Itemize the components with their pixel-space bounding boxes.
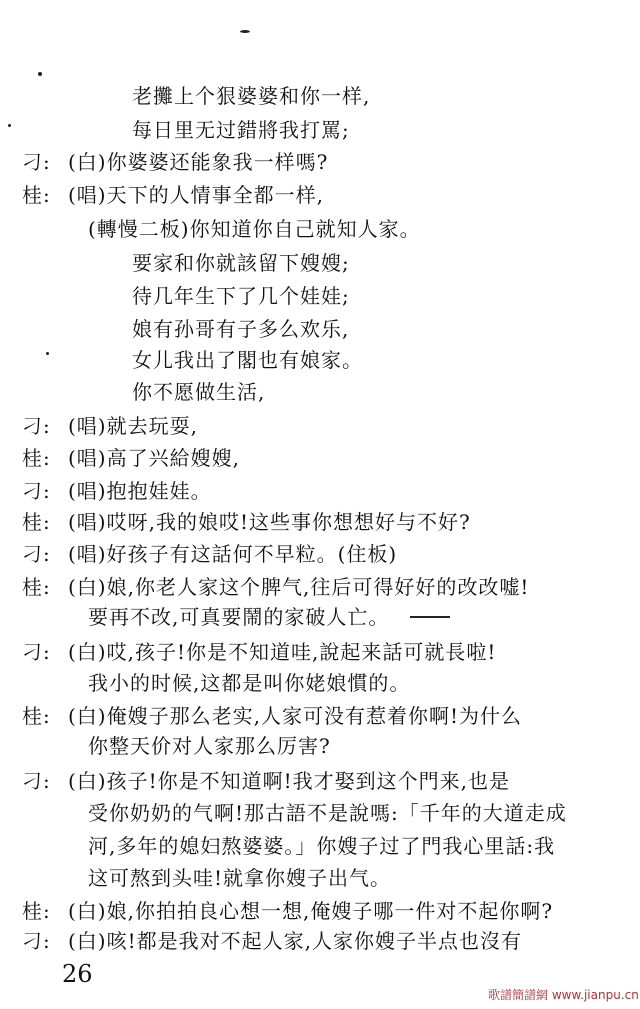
line-text: 娘有孙哥有子多么欢乐, — [132, 317, 350, 341]
scan-speck — [410, 616, 450, 618]
speaker-label: 桂: — [22, 510, 51, 534]
line-text: 待几年生下了几个娃娃; — [132, 284, 350, 308]
line-text: (唱)哎呀,我的娘哎!这些事你想想好与不好? — [68, 510, 471, 534]
line-text: 老攤上个狠婆婆和你一样, — [132, 84, 371, 108]
speaker-label: 桂: — [22, 183, 51, 207]
line-text: 你整天价对人家那么厉害? — [88, 734, 331, 758]
line-text: 河,多年的媳妇熬婆婆。」你嫂子过了門我心里話:我 — [88, 834, 556, 858]
line-text: (白)娘,你拍拍良心想一想,俺嫂子哪一件对不起你啊? — [68, 899, 554, 923]
speaker-label: 桂: — [22, 899, 51, 923]
scan-speck — [8, 124, 11, 127]
scan-speck — [46, 352, 49, 355]
scan-speck — [240, 30, 250, 33]
line-text: 要再不改,可真要鬧的家破人亡。 — [88, 605, 390, 629]
line-text: (轉慢二板)你知道你自己就知人家。 — [88, 217, 421, 241]
line-text: 受你奶奶的气啊!那古語不是說嗎:「千年的大道走成 — [88, 801, 567, 825]
line-text: 要家和你就該留下嫂嫂; — [132, 251, 350, 275]
speaker-label: 刁: — [22, 640, 51, 664]
line-text: 我小的时候,这都是叫你姥娘慣的。 — [88, 671, 411, 695]
speaker-label: 刁: — [22, 414, 51, 438]
line-text: (白)俺嫂子那么老实,人家可没有惹着你啊!为什么 — [68, 704, 522, 728]
line-text: (白)咳!都是我对不起人家,人家你嫂子半点也沒有 — [68, 929, 522, 953]
speaker-label: 桂: — [22, 704, 51, 728]
speaker-label: 刁: — [22, 479, 51, 503]
line-text: 女儿我出了閣也有娘家。 — [132, 348, 363, 372]
line-text: 每日里无过錯將我打罵; — [132, 118, 350, 142]
line-text: 这可熬到头哇!就拿你嫂子出气。 — [88, 866, 392, 890]
line-text: (唱)高了兴給嫂嫂, — [68, 446, 240, 470]
line-text: (唱)天下的人情事全都一样, — [68, 183, 324, 207]
scan-speck — [38, 72, 42, 76]
speaker-label: 桂: — [22, 446, 51, 470]
watermark: 歌譜簡譜網 www.jianpu.cn — [488, 988, 639, 1002]
line-text: (唱)抱抱娃娃。 — [68, 479, 212, 503]
speaker-label: 刁: — [22, 542, 51, 566]
line-text: (白)你婆婆还能象我一样嗎? — [68, 150, 329, 174]
page-number: 26 — [62, 960, 93, 988]
line-text: (唱)就去玩耍, — [68, 414, 198, 438]
line-text: (白)孩子!你是不知道啊!我才娶到这个門来,也是 — [68, 769, 511, 793]
speaker-label: 桂: — [22, 575, 51, 599]
line-text: 你不愿做生活, — [132, 380, 266, 404]
line-text: (唱)好孩子有这話何不早粒。(住板) — [68, 542, 398, 566]
speaker-label: 刁: — [22, 929, 51, 953]
line-text: (白)哎,孩子!你是不知道哇,說起来話可就長啦! — [68, 640, 497, 664]
speaker-label: 刁: — [22, 769, 51, 793]
speaker-label: 刁: — [22, 150, 51, 174]
line-text: (白)娘,你老人家这个脾气,往后可得好好的改改嘘! — [68, 575, 530, 599]
